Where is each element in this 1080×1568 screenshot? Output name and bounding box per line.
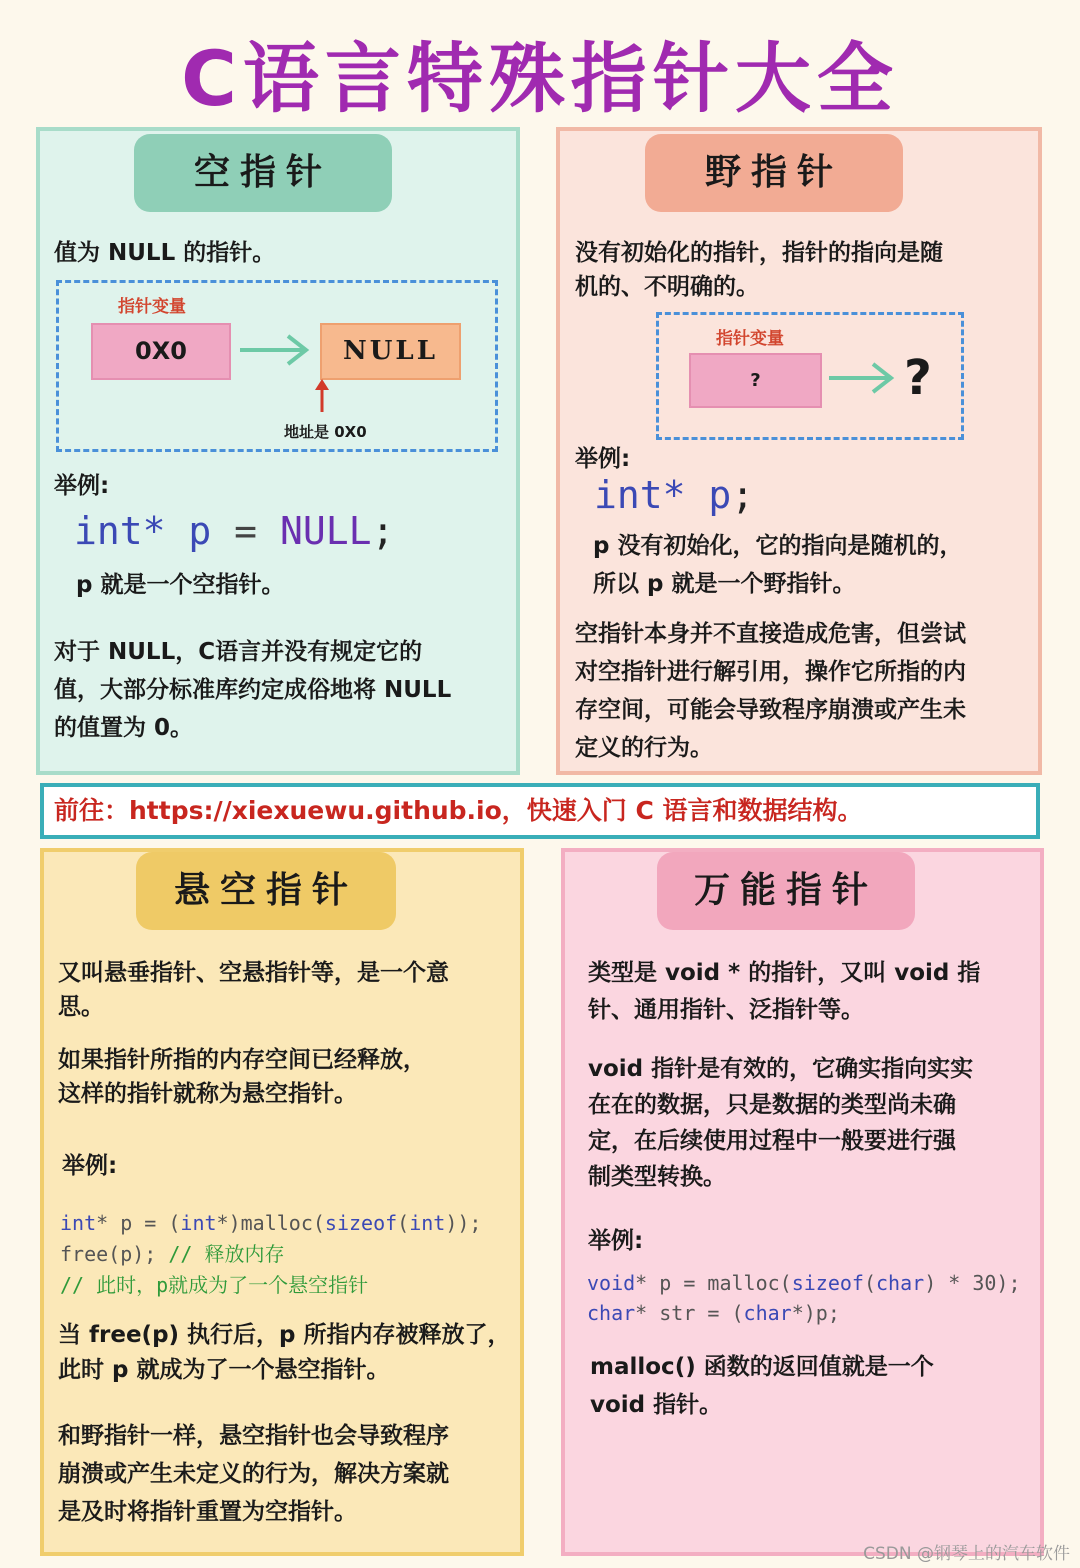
dangling-para1-line: 如果指针所指的内存空间已经释放， [58, 1047, 426, 1073]
wild-paragraph-line: 定义的行为。 [575, 735, 713, 761]
code-text: *)p; [791, 1301, 840, 1325]
code-keyword: sizeof [791, 1271, 864, 1295]
dangling-intro-line: 思。 [58, 994, 104, 1020]
null-example-label: 举例: [54, 473, 110, 499]
code-text: free(p); [60, 1242, 169, 1266]
code-keyword: char [743, 1301, 792, 1325]
code-text: ( [397, 1211, 410, 1235]
code-keyword: int [409, 1211, 446, 1235]
void-para1-line: 在在的数据，只是数据的类型尚未确 [588, 1092, 956, 1118]
code-text: *)malloc( [216, 1211, 325, 1235]
wild-code-note: p 没有初始化，它的指向是随机的， [593, 533, 963, 559]
pointer-variable-label: 指针变量 [118, 297, 186, 317]
code-var: * p [142, 509, 212, 553]
dangling-pointer-heading: 悬空指针 [136, 852, 396, 930]
dangling-code-comment: // 此时，p就成为了一个悬空指针 [60, 1273, 369, 1297]
code-keyword: char [587, 1301, 636, 1325]
wild-pointer-heading: 野指针 [645, 134, 903, 212]
null-pointer-intro: 值为 NULL 的指针。 [54, 240, 276, 266]
code-keyword: int [594, 473, 663, 517]
wild-intro-line: 没有初始化的指针，指针的指向是随 [575, 240, 943, 266]
pointer-variable-label: 指针变量 [716, 329, 784, 349]
code-keyword: void [587, 1271, 636, 1295]
pointer-value-box: 0X0 [91, 323, 231, 380]
wild-paragraph-line: 存空间，可能会导致程序崩溃或产生未 [575, 697, 966, 723]
void-para2-line: void 指针。 [590, 1392, 723, 1418]
void-example-label: 举例: [588, 1228, 644, 1254]
null-target-box: NULL [320, 323, 461, 380]
code-text: * p = ( [96, 1211, 181, 1235]
pointer-value-box: ? [689, 353, 822, 408]
dangling-para3-line: 是及时将指针重置为空指针。 [58, 1499, 357, 1525]
code-keyword: int [74, 509, 143, 553]
code-text: )); [445, 1211, 482, 1235]
void-intro-line: 针、通用指针、泛指针等。 [588, 997, 864, 1023]
dangling-para2-line: 此时 p 就成为了一个悬空指针。 [58, 1357, 390, 1383]
dangling-code-line [60, 1208, 481, 1239]
void-para1-line: 制类型转换。 [588, 1164, 726, 1190]
code-text: ( [863, 1271, 877, 1295]
null-code-note: p 就是一个空指针。 [76, 572, 285, 598]
code-keyword: char [876, 1271, 925, 1295]
code-keyword: int [60, 1211, 97, 1235]
void-para2-line: malloc() 函数的返回值就是一个 [590, 1354, 934, 1380]
code-text: * p = malloc( [635, 1271, 792, 1295]
address-note: 地址是 0X0 [284, 423, 367, 441]
void-code-line [587, 1298, 840, 1329]
code-keyword: sizeof [324, 1211, 398, 1235]
wild-paragraph-line: 空指针本身并不直接造成危害，但尝试 [575, 621, 966, 647]
code-semi: ; [371, 509, 395, 553]
null-code [74, 509, 394, 553]
dangling-example-label: 举例: [62, 1153, 118, 1179]
code-null: NULL [279, 509, 372, 553]
wild-code-note: 所以 p 就是一个野指针。 [593, 571, 856, 597]
null-pointer-heading: 空指针 [134, 134, 392, 212]
void-para1-line: void 指针是有效的，它确实指向实实 [588, 1056, 974, 1082]
null-paragraph-line: 值，大部分标准库约定成俗地将 NULL [54, 677, 452, 703]
dangling-intro-line: 又叫悬垂指针、空悬指针等，是一个意 [58, 960, 449, 986]
code-var: * p [662, 473, 732, 517]
code-eq: = [234, 509, 258, 553]
dangling-para1-line: 这样的指针就称为悬空指针。 [58, 1081, 357, 1107]
void-para1-line: 定，在后续使用过程中一般要进行强 [588, 1128, 956, 1154]
arrow-right-icon [238, 330, 314, 370]
watermark-credit: CSDN @钢琴上的汽车软件 [863, 1544, 1070, 1564]
unknown-target: ? [904, 350, 932, 406]
dangling-para3-line: 崩溃或产生未定义的行为，解决方案就 [58, 1461, 449, 1487]
dangling-code-line [60, 1239, 285, 1270]
null-paragraph-line: 的值置为 0。 [54, 715, 194, 741]
promo-banner-link[interactable]: 前往：https://xiexuewu.github.io，快速入门 C 语言和数据结构。 [40, 783, 1040, 839]
code-text: * str = ( [635, 1301, 744, 1325]
wild-code [594, 473, 754, 517]
code-comment: // 释放内存 [168, 1242, 285, 1266]
arrow-right-icon [827, 358, 897, 398]
void-code-line [587, 1268, 1021, 1299]
code-text: ) * 30); [924, 1271, 1021, 1295]
wild-example-label: 举例: [575, 446, 631, 472]
null-paragraph-line: 对于 NULL，C语言并没有规定它的 [54, 639, 423, 665]
void-intro-line: 类型是 void * 的指针，又叫 void 指 [588, 960, 981, 986]
code-semi: ; [731, 473, 755, 517]
wild-intro-line: 机的、不明确的。 [575, 274, 759, 300]
page-title: C语言特殊指针大全 [181, 34, 899, 123]
wild-paragraph-line: 对空指针进行解引用，操作它所指的内 [575, 659, 966, 685]
dangling-para3-line: 和野指针一样，悬空指针也会导致程序 [58, 1423, 449, 1449]
code-keyword: int [180, 1211, 217, 1235]
void-pointer-heading: 万能指针 [657, 852, 915, 930]
arrow-up-icon [312, 378, 332, 414]
dangling-para2-line: 当 free(p) 执行后，p 所指内存被释放了， [58, 1322, 511, 1348]
